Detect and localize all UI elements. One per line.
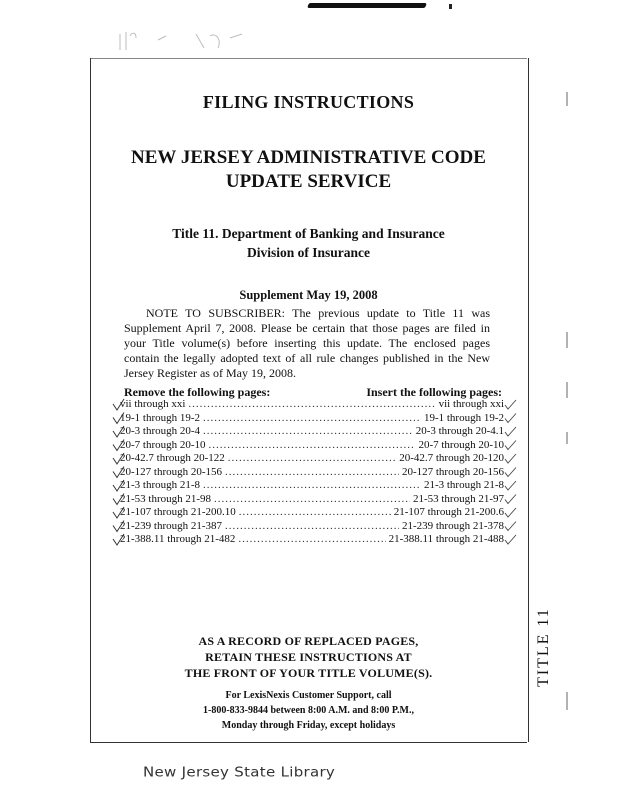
- department-line2: Division of Insurance: [246, 245, 371, 260]
- leader-dots: [238, 533, 385, 547]
- remove-range: 21-53 through 21-98: [120, 492, 212, 505]
- scan-artifact-bar: [307, 3, 427, 8]
- insert-range: 20-7 through 20-10: [418, 438, 504, 451]
- page-row: [120, 466, 504, 480]
- page-row: [120, 493, 504, 507]
- record-line1: AS A RECORD OF REPLACED PAGES,: [198, 634, 419, 648]
- insert-column-header: Insert the following pages:: [366, 385, 502, 399]
- customer-support-info: [90, 688, 527, 733]
- page-row: [120, 452, 504, 466]
- leader-dots: [239, 506, 391, 520]
- leader-dots: [203, 412, 421, 426]
- remove-range: vii through xxi: [120, 398, 186, 410]
- leader-dots: [203, 425, 413, 439]
- remove-column-header: Remove the following pages:: [124, 385, 271, 399]
- leader-dots: [225, 520, 399, 534]
- remove-range: 20-7 through 20-10: [120, 438, 206, 451]
- side-tab-label: TITLE 11: [535, 607, 553, 687]
- remove-range: 20-127 through 20-156: [120, 465, 223, 478]
- insert-range: 20-3 through 20-4.1: [415, 425, 504, 437]
- leader-dots: [228, 452, 396, 466]
- code-title: [90, 146, 527, 194]
- insert-range: 21-107 through 21-200.6: [393, 506, 504, 518]
- library-stamp: New Jersey State Library: [143, 763, 336, 781]
- insert-range: 20-42.7 through 20-120: [399, 452, 504, 464]
- subscriber-note: NOTE TO SUBSCRIBER: The previous update to Title 11 was Supplement April 7, 2008. Please be certain that those pages are filed in your Title volume(s) before inserting this update. The enclosed pages contain the legally adopted text of all rule changes published in the New Jersey Register as of May 19, 2008.: [124, 306, 490, 380]
- code-title-line2: UPDATE SERVICE: [225, 171, 392, 192]
- remove-range: 21-107 through 21-200.10: [120, 506, 236, 518]
- page-row: [120, 506, 504, 520]
- remove-range: 21-3 through 21-8: [120, 479, 201, 491]
- leader-dots: [209, 439, 416, 453]
- title-side-tab: [533, 602, 555, 692]
- leader-dots: [225, 466, 399, 480]
- filing-instructions-title: FILING INSTRUCTIONS: [202, 92, 415, 112]
- support-line1: For LexisNexis Customer Support, call: [225, 690, 392, 701]
- remove-range: 20-3 through 20-4: [120, 425, 201, 437]
- support-line3: Monday through Friday, except holidays: [221, 720, 396, 731]
- leader-dots: [188, 398, 435, 412]
- page-row: [120, 425, 504, 439]
- page-row: [120, 439, 504, 453]
- scan-artifact-marks: [118, 30, 258, 52]
- retain-record-notice: [90, 633, 527, 681]
- record-line2: RETAIN THESE INSTRUCTIONS AT: [205, 650, 412, 664]
- department-heading: [90, 224, 527, 262]
- page-row: [120, 398, 504, 412]
- record-line3: THE FRONT OF YOUR TITLE VOLUME(S).: [184, 666, 433, 680]
- page-row: [120, 533, 504, 547]
- department-line1: Title 11. Department of Banking and Insurance: [172, 226, 445, 241]
- support-line2: 1-800-833-9844 between 8:00 A.M. and 8:00 P.M.,: [202, 705, 414, 716]
- insert-range: 19-1 through 19-2: [423, 411, 504, 424]
- page-frame-top: [90, 58, 527, 59]
- remove-range: 20-42.7 through 20-122: [120, 452, 225, 464]
- page-replacement-list: [120, 398, 504, 547]
- insert-range: vii through xxi: [438, 398, 504, 410]
- remove-range: 21-239 through 21-387: [120, 519, 223, 532]
- page-frame-bottom: [90, 742, 527, 743]
- leader-dots: [214, 493, 410, 507]
- insert-range: 21-239 through 21-378: [401, 519, 504, 532]
- scan-artifact-dot: [449, 4, 452, 9]
- supplement-date: Supplement May 19, 2008: [239, 288, 378, 302]
- insert-range: 21-3 through 21-8: [423, 479, 504, 491]
- page-row: [120, 479, 504, 493]
- insert-range: 21-53 through 21-97: [412, 492, 504, 505]
- insert-range: 21-388.11 through 21-488: [388, 533, 504, 545]
- remove-range: 21-388.11 through 21-482: [120, 533, 236, 545]
- remove-range: 19-1 through 19-2: [120, 411, 201, 424]
- code-title-line1: NEW JERSEY ADMINISTRATIVE CODE: [131, 147, 486, 168]
- scan-edge-marks: [566, 92, 568, 712]
- page-row: [120, 520, 504, 534]
- insert-range: 20-127 through 20-156: [401, 465, 504, 478]
- page-row: [120, 412, 504, 426]
- leader-dots: [203, 479, 421, 493]
